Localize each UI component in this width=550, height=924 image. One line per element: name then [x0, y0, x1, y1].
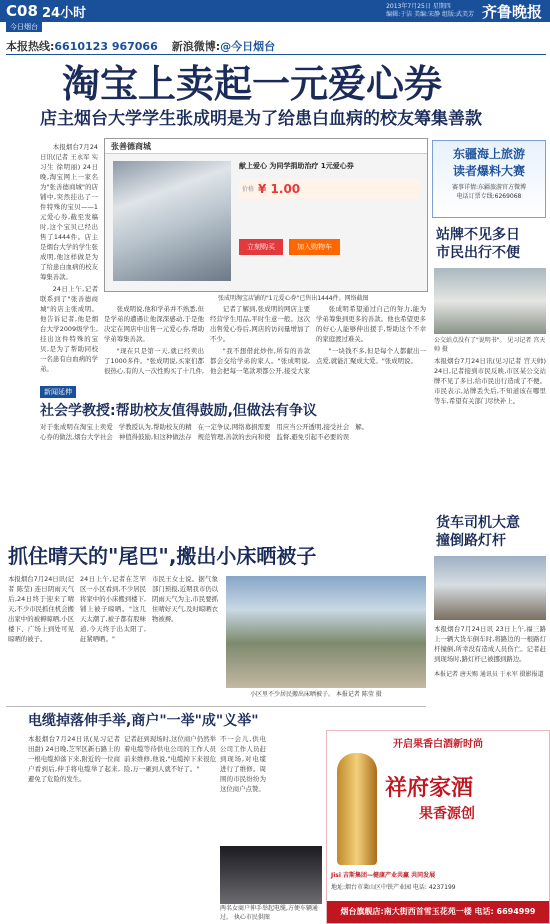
ad-bottle-image: [337, 753, 377, 865]
paragraph: 本报烟台7月24日讯(记者 王永军 实习生 徐明丽) 24日晚,淘宝网上一家名为"张善德商城"的店铺中,突然挂出了一件特殊的宝贝——1元爱心券,截至发稿时,这个宝贝已经出售了1444件。店主是烟台大学的学生张成明,他这样做是为了给患白血病的校友筹集善款。: [40, 143, 98, 281]
story2-caption: 小区里不少居民搬出床晒被子。 本报记者 陈莹 摄: [250, 691, 382, 698]
story3-photo: [220, 846, 322, 904]
sidebar-ad-line2: 读者爆料大赛: [452, 164, 525, 178]
page-number: C08: [6, 2, 38, 20]
paragraph: "现在只是第一天,就已经卖出了1000多件。"张成明说,买家们都很热心,有的人一次性购买了十几件,: [104, 347, 204, 375]
paragraph: "一块钱不多,但是每个人都献出一点爱,就能汇聚成大爱。"张成明说。: [316, 347, 426, 365]
shop-name: 张善德商城: [111, 141, 151, 151]
editor-line: 编辑:于洁 美编:宋静 组版:武美芳: [386, 11, 474, 18]
story2-text2: 24日上午,记者在芝罘区一小区看到,不少居民将家中的小床搬到楼下,铺上被子晾晒。"这几天太潮了,被子都有股味道,今天终于出太阳了,赶紧晒晒。": [80, 575, 146, 643]
commentary-text: 对于张成明在淘宝上卖爱心券的做法,烟台大学社会学教授认为,帮助校友的精神值得鼓励,但这种做法存在一定争议,网络募捐需要规范管理,善款的去向和使用应当公开透明,接受社会监督,避免引起不必要的误解。: [40, 423, 368, 441]
hotline-label: 本报热线:: [6, 40, 55, 53]
story3-caption: 两名女商户伸手举起电缆,方便车辆通过。 执心市民供图: [220, 905, 318, 921]
ad-brand: 祥府家酒: [385, 775, 474, 801]
story2-headline: 抓住晴天的"尾巴",搬出小床晒被子: [8, 544, 317, 568]
product-price: ¥ 1.00: [258, 182, 301, 196]
wine-advertisement: [326, 730, 550, 924]
brief1-photo: [434, 268, 546, 334]
product-title: 献上爱心 为同学捐助治疗 1元爱心券: [239, 162, 354, 170]
paragraph: 张成明说,他和学弟并不熟悉,但是学弟的遭遇让他深深感动,于是他决定在网店中出售一元爱心券,帮助学弟筹集善款。: [104, 305, 204, 343]
section-title: 24小时: [42, 5, 87, 21]
main-story-col3: [210, 304, 310, 376]
subsection-label: 今日烟台: [6, 22, 42, 32]
ad-product: 果香源创: [419, 806, 475, 822]
commentary-headline: 社会学教授:帮助校友值得鼓励,但做法有争议: [40, 403, 317, 419]
story2-text1: 本报烟台7月24日讯(记者 陈莹) 连日阴雨天气后,24日终于迎来了晴天,不少市民抓住机会搬出家中的被褥晾晒,小区楼下、广场上到处可见晾晒的被子。: [8, 575, 74, 643]
page-header-bar: [0, 0, 550, 22]
sidebar-ad: [432, 140, 546, 218]
shop-screenshot: 张善德商城 献上爱心 为同学捐助治疗 1元爱心券 价格 ¥ 1.00 立刻购买 加入购物车: [104, 138, 428, 292]
news-extension-tag: 新闻延伸: [40, 386, 76, 398]
paragraph: 张成明希望通过自己的努力,能为学弟筹集到更多的善款。他也希望更多的好心人能够伸出援手,帮助这个不幸的家庭渡过难关。: [316, 305, 426, 343]
product-photo: [113, 161, 231, 281]
brief2-text: 本报烟台7月24日讯 23日上午,福三路上一辆大货车倒车时,将路边的一根路灯杆撞倒,所幸没有造成人员伤亡。记者赶到现场时,路灯杆已被挪到路边。: [434, 625, 546, 663]
paragraph: 24日上午,记者联系到了"张善德商城"的店主张成明。他告诉记者,他是烟台大学2009级学生,挂出这件特殊的宝贝,是为了帮助同校一名患有白血病的学弟。: [40, 285, 98, 373]
brief1-text: 本报烟台7月24日讯(见习记者 宫天帅) 24日,记者接到市民反映,市区某公交站牌不见了多日,给市民出行造成了不便。市民表示,站牌丢失后,不知道该在哪里等车,希望有关部门尽快补上。: [434, 357, 546, 405]
main-headline: 淘宝上卖起一元爱心券: [62, 62, 443, 106]
screenshot-caption: 张成明淘宝店铺的"1元爱心券"已售出1444件。网络截图: [218, 295, 369, 302]
paragraph: "我不想借此炒作,所有的善款都会交给学弟的家人。"张成明说,他会把每一笔款项都公开,接受大家: [210, 347, 310, 375]
ad-bottom-bar: 烟台旗舰店:南大街西首雪玉花苑一楼 电话: 6694999: [327, 901, 549, 923]
paragraph: 记者了解到,张成明的网店主要经营学生用品,平时生意一般。这次出售爱心券后,网店的访问量增加了不少。: [210, 305, 310, 343]
divider: [6, 54, 546, 55]
add-to-cart-button[interactable]: 加入购物车: [289, 239, 340, 255]
brief1-caption: 公交站点没有了"说明书"。 见习记者 宫天帅 摄: [434, 337, 546, 353]
date-line: 2013年7月25日 星期四: [386, 3, 451, 10]
ad-top-text: 开启果香白酒新时尚: [393, 739, 483, 750]
main-story-col2: [104, 304, 204, 376]
main-subheadline: 店主烟台大学学生张成明是为了给患白血病的校友筹集善款: [40, 109, 482, 129]
story2-text3: 市民王女士说。据气象部门预报,近期我市仍以阴雨天气为主,市民要抓住晴好天气,及时晾晒衣物被褥。: [152, 575, 218, 623]
ad-maker: Jisi 吉斯集团—健康产业共赢 共同发展: [331, 872, 436, 879]
story2-photo: [226, 576, 426, 688]
divider: [6, 706, 426, 707]
brief2-photo: [434, 556, 546, 620]
main-story-col4: [316, 304, 426, 376]
sidebar-ad-note2: 电话订票专线:6269068: [456, 193, 522, 200]
weibo-handle: @今日烟台: [220, 40, 276, 53]
ad-address: 地址:烟台市莱山区中铁产业园 电话: 4237199: [331, 884, 456, 891]
story3-text1: 本报烟台7月24日讯(见习记者 田甜) 24日晚,芝罘区新石路上的一根电缆掉落下来,附近的一位商户看到后,伸手将电缆举了起来,避免了危险的发生。: [28, 735, 120, 783]
buy-now-button[interactable]: 立刻购买: [239, 239, 283, 255]
story3-text3: 不一会儿,供电公司工作人员赶到现场,对电缆进行了维修。周围的市民纷纷为这位商户点赞。: [220, 735, 266, 793]
story3-headline: 电缆掉落伸手举,商户"一举"成"义举": [28, 713, 259, 729]
hotline-bar: [6, 38, 275, 54]
main-story-col1: [40, 142, 98, 374]
sidebar-ad-note1: 赛事详情:东疆旅游官方微博: [451, 184, 527, 191]
weibo-label: 新浪微博:: [171, 40, 221, 53]
brief1-headline: 站牌不见多日 市民出行不便: [436, 227, 520, 261]
sidebar-ad-line1: 东疆海上旅游: [452, 147, 525, 161]
story3-text2: 记者赶到现场时,这位商户仍然举着电缆等待供电公司的工作人员前来维修,他说,"电缆掉下来很危险,万一砸到人就不好了。": [124, 735, 216, 773]
brief2-credit: 本报记者 唐天赐 通讯员 于永军 摄影报道: [434, 671, 544, 678]
brief2-headline: 货车司机大意 撞倒路灯杆: [436, 515, 520, 549]
hotline-numbers: 6610123 967066: [54, 39, 158, 53]
masthead-logo: 齐鲁晚报: [481, 2, 542, 21]
